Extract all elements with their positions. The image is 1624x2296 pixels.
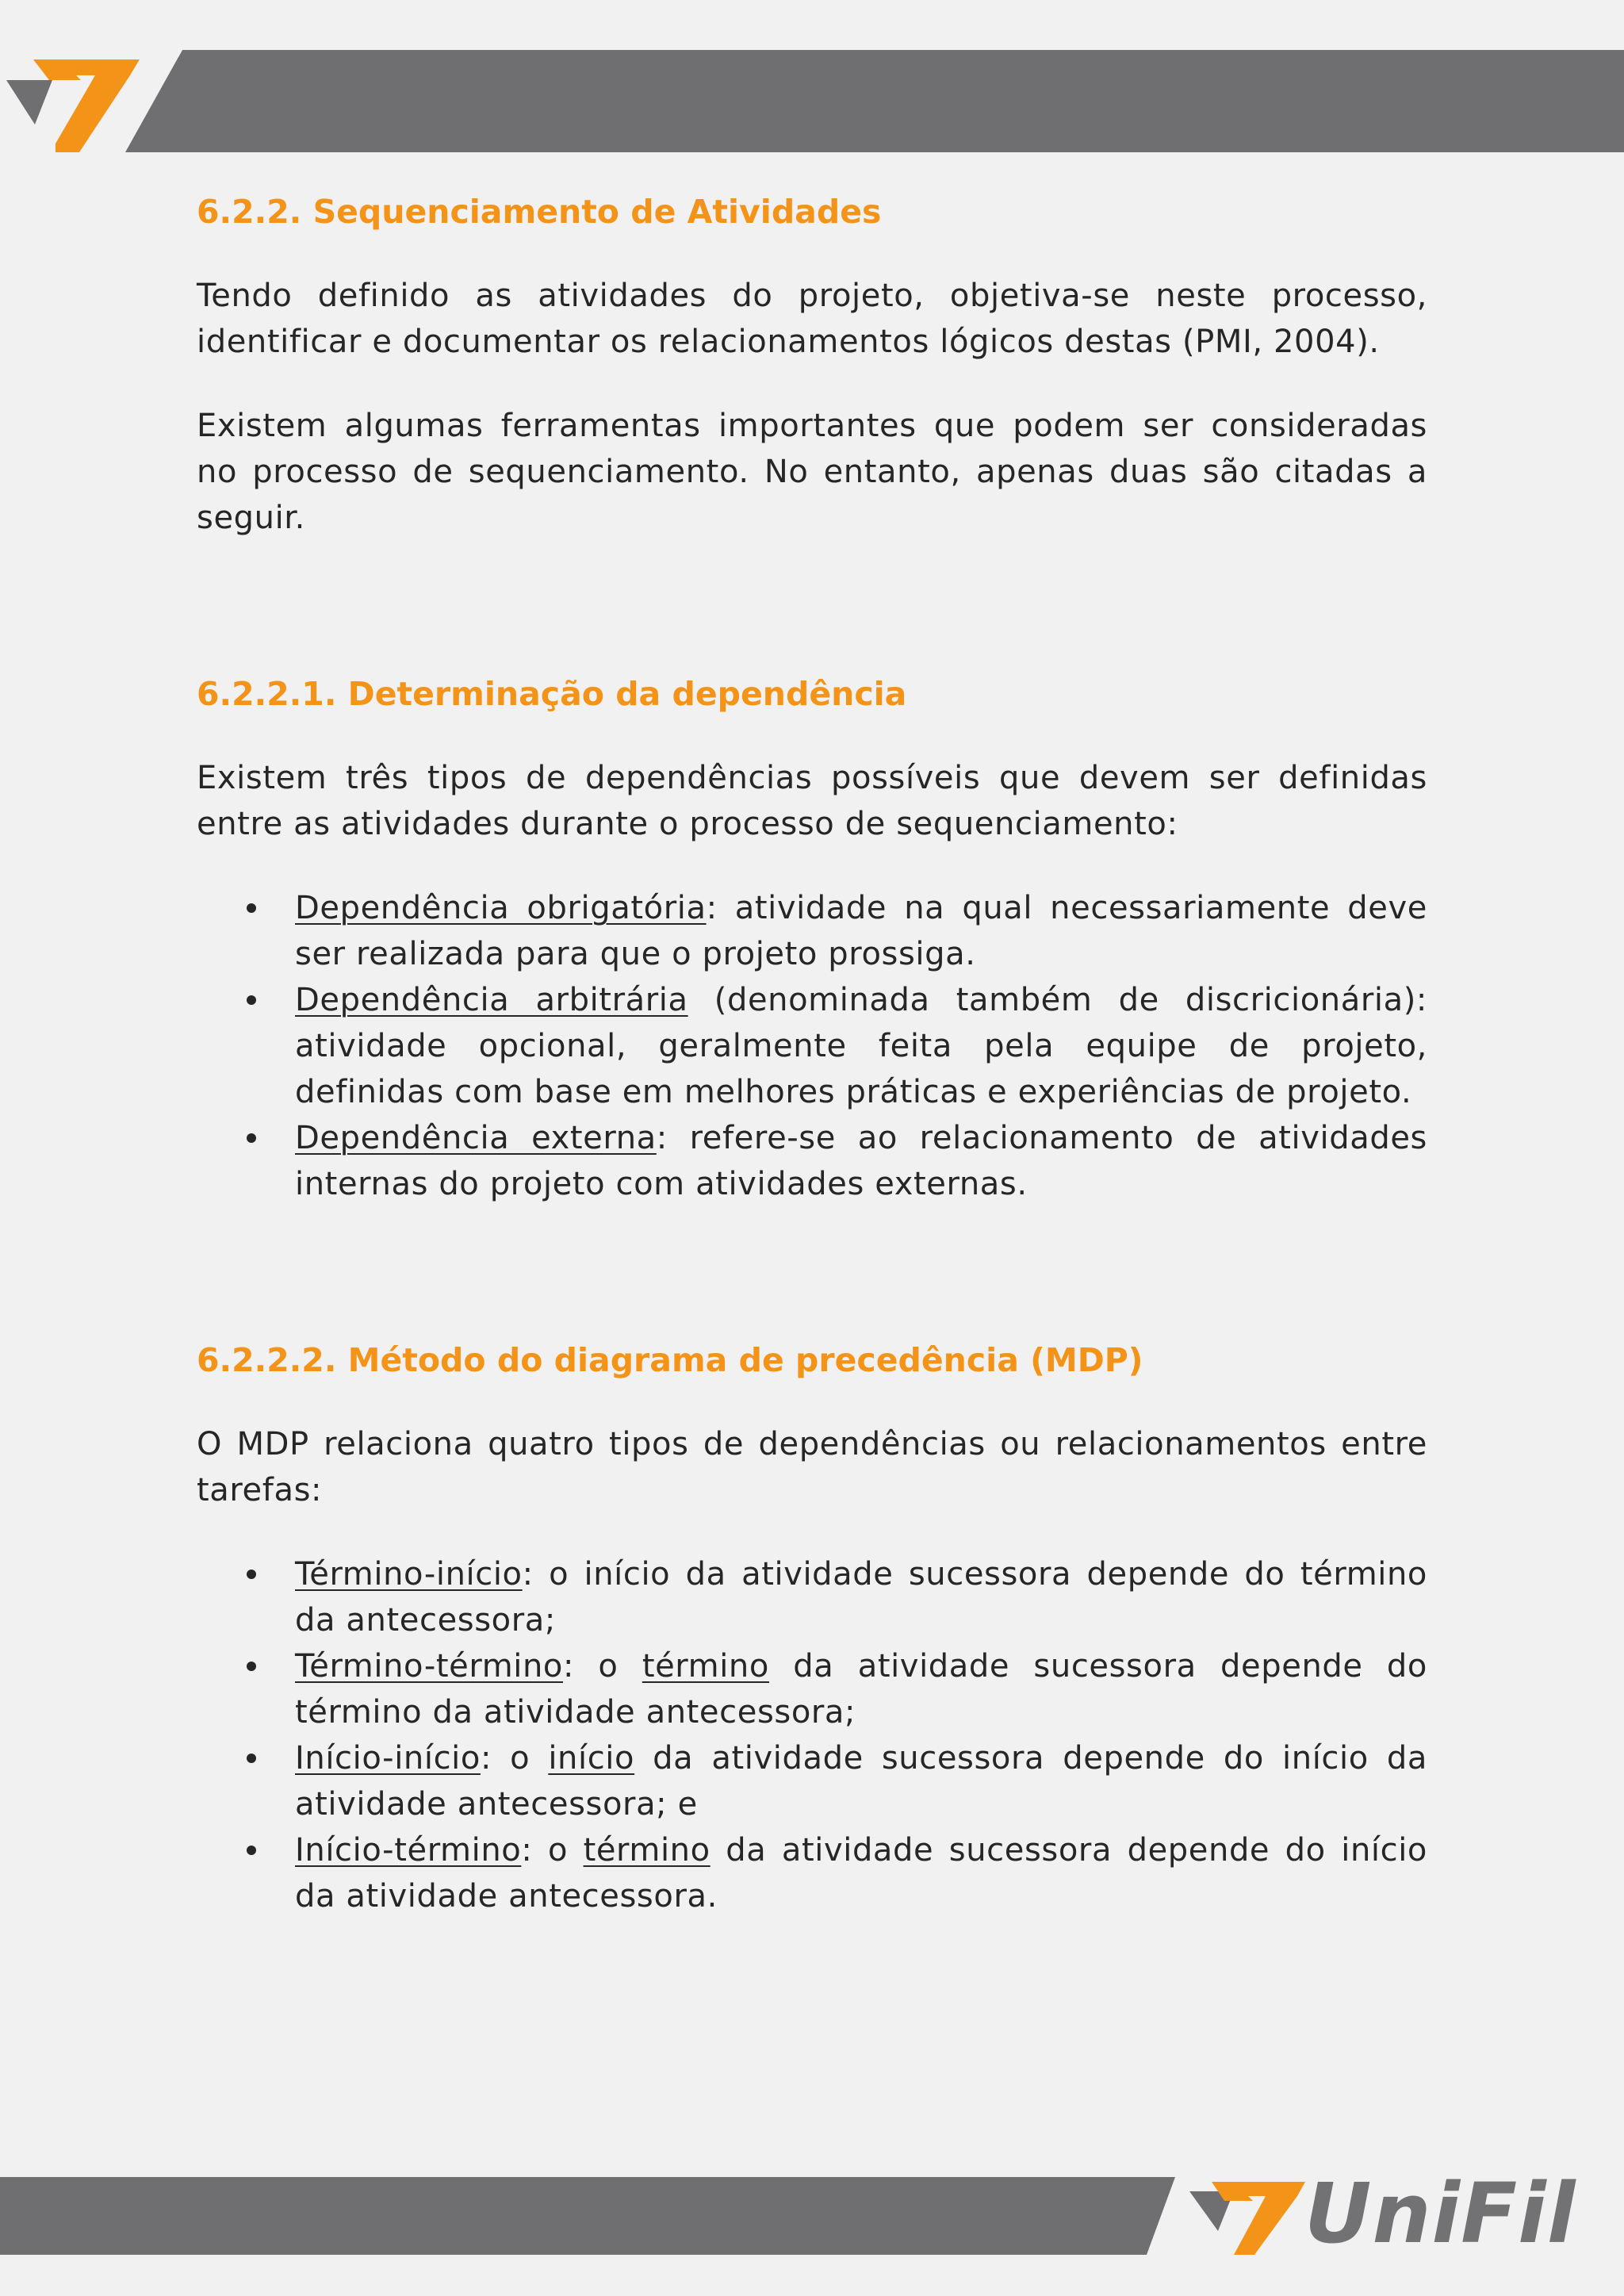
section-heading: 6.2.2. Sequenciamento de Atividades xyxy=(197,193,882,231)
relationship-list xyxy=(197,1551,1427,1919)
paragraph: Existem algumas ferramentas importantes que podem ser consideradas no processo de sequenciamento. No entanto, apenas duas são citadas a seguir. xyxy=(197,408,1427,536)
paragraph: O MDP relaciona quatro tipos de dependências ou relacionamentos entre tarefas: xyxy=(197,1426,1427,1508)
subsection-heading: 6.2.2.1. Determinação da dependência xyxy=(197,675,907,713)
term: Término-término xyxy=(295,1648,564,1685)
header-band xyxy=(0,50,1624,152)
subsection-heading: 6.2.2.2. Método do diagrama de precedência (MDP) xyxy=(197,1341,1143,1379)
paragraph: Tendo definido as atividades do projeto, objetiva-se neste processo, identificar e documentar os relacionamentos lógicos destas (PMI, 2004). xyxy=(197,278,1427,360)
dependency-list xyxy=(197,885,1427,1207)
term: Dependência obrigatória xyxy=(295,890,707,926)
document-body xyxy=(197,189,1427,1919)
list-item: Dependência arbitrária (denominada também de discricionária): atividade opcional, geralmente feita pela equipe de projeto, definidas com base em melhores práticas e experiências de projeto. xyxy=(295,977,1427,1115)
list-item: Término-início: o início da atividade sucessora depende do término da antecessora; xyxy=(295,1551,1427,1643)
term: Início-início xyxy=(295,1740,481,1777)
term: Dependência externa xyxy=(295,1120,657,1156)
term: Dependência arbitrária xyxy=(295,982,688,1018)
list-item: Início-término: o término da atividade sucessora depende do início da atividade antecessora. xyxy=(295,1827,1427,1919)
footer-wordmark: UniFil xyxy=(1304,2165,1576,2262)
list-item: Dependência obrigatória: atividade na qual necessariamente deve ser realizada para que o projeto prossiga. xyxy=(295,885,1427,977)
list-item: Término-término: o término da atividade sucessora depende do término da atividade antecessora; xyxy=(295,1643,1427,1735)
term: Término-início xyxy=(295,1556,523,1593)
term: Início-término xyxy=(295,1832,522,1869)
paragraph: Existem três tipos de dependências possíveis que devem ser definidas entre as atividades durante o processo de sequenciamento: xyxy=(197,760,1427,842)
list-item: Dependência externa: refere-se ao relacionamento de atividades internas do projeto com atividades externas. xyxy=(295,1115,1427,1207)
list-item: Início-início: o início da atividade sucessora depende do início da atividade antecessora; e xyxy=(295,1735,1427,1827)
unifil-logo-icon xyxy=(0,50,182,152)
